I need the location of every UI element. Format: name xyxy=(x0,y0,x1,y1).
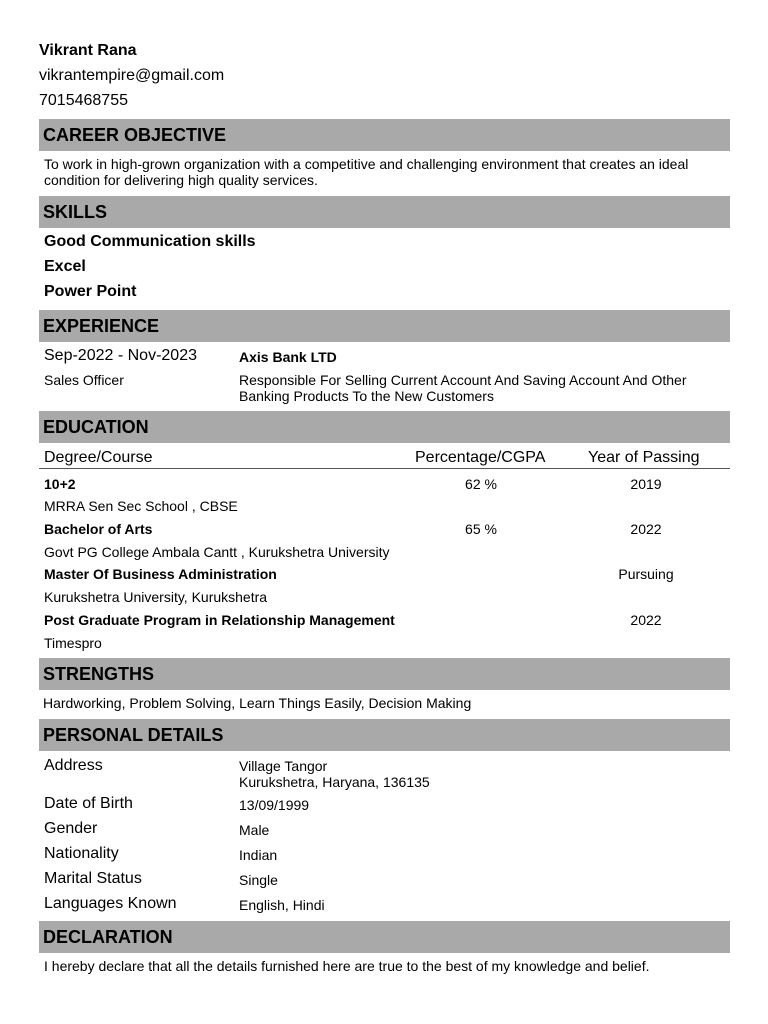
education-institute: Govt PG College Ambala Cantt , Kurukshetra University xyxy=(44,544,390,560)
email-text: vikrantempire@gmail.com xyxy=(39,67,225,84)
section-career-objective xyxy=(39,119,730,151)
education-header-course: Degree/Course xyxy=(44,449,153,466)
section-experience xyxy=(39,310,730,342)
education-institute: Kurukshetra University, Kurukshetra xyxy=(44,589,268,605)
education-percentage: 65 % xyxy=(465,521,497,537)
experience-description: Responsible For Selling Current Account And Saving Account And Other Banking Products To the New Customers xyxy=(239,372,687,404)
education-year: 2022 xyxy=(630,612,662,628)
section-title: SKILLS xyxy=(43,202,108,222)
education-institute: MRRA Sen Sec School , CBSE xyxy=(44,498,238,514)
section-title: STRENGTHS xyxy=(43,664,155,684)
education-degree: Bachelor of Arts xyxy=(44,521,153,537)
nationality-value: Indian xyxy=(239,847,278,863)
skill-item: Good Communication skills xyxy=(44,233,256,250)
section-title: CAREER OBJECTIVE xyxy=(43,125,227,145)
phone-text: 7015468755 xyxy=(39,92,128,109)
gender-label: Gender xyxy=(44,820,98,837)
education-header-year: Year of Passing xyxy=(588,449,700,466)
nationality-label: Nationality xyxy=(44,845,119,862)
education-degree: 10+2 xyxy=(44,476,76,492)
section-title: PERSONAL DETAILS xyxy=(43,725,224,745)
section-declaration xyxy=(39,921,730,953)
education-year: 2022 xyxy=(630,521,662,537)
career-objective-text: To work in high-grown organization with a competitive and challenging environment that creates an ideal condition for delivering high quality services. xyxy=(44,156,689,188)
experience-role: Sales Officer xyxy=(44,372,124,388)
address-line1: Village Tangor xyxy=(239,758,328,774)
candidate-name: Vikrant Rana xyxy=(39,42,137,59)
section-title: EXPERIENCE xyxy=(43,316,160,336)
strengths-text: Hardworking, Problem Solving, Learn Things Easily, Decision Making xyxy=(43,695,472,711)
education-degree: Post Graduate Program in Relationship Management xyxy=(44,612,395,628)
languages-value: English, Hindi xyxy=(239,897,325,913)
education-institute: Timespro xyxy=(44,635,102,651)
marital-label: Marital Status xyxy=(44,870,142,887)
section-skills xyxy=(39,196,730,228)
education-year: Pursuing xyxy=(618,566,674,582)
education-header-rule xyxy=(39,468,730,469)
experience-company: Axis Bank LTD xyxy=(239,349,337,365)
education-percentage: 62 % xyxy=(465,476,497,492)
experience-period: Sep-2022 - Nov-2023 xyxy=(44,347,197,364)
dob-value: 13/09/1999 xyxy=(239,797,310,813)
address-label: Address xyxy=(44,757,103,774)
section-title: DECLARATION xyxy=(43,927,173,947)
section-education xyxy=(39,411,730,443)
skill-item: Excel xyxy=(44,258,86,275)
section-title: EDUCATION xyxy=(43,417,149,437)
education-year: 2019 xyxy=(630,476,662,492)
gender-value: Male xyxy=(239,822,270,838)
education-degree: Master Of Business Administration xyxy=(44,566,277,582)
education-header-percentage: Percentage/CGPA xyxy=(415,449,546,466)
languages-label: Languages Known xyxy=(44,895,177,912)
dob-label: Date of Birth xyxy=(44,795,133,812)
section-personal-details xyxy=(39,719,730,751)
skill-item: Power Point xyxy=(44,283,137,300)
declaration-text: I hereby declare that all the details furnished here are true to the best of my knowledge and belief. xyxy=(44,958,650,974)
section-strengths xyxy=(39,658,730,690)
address-line2: Kurukshetra, Haryana, 136135 xyxy=(239,774,430,790)
marital-value: Single xyxy=(239,872,278,888)
